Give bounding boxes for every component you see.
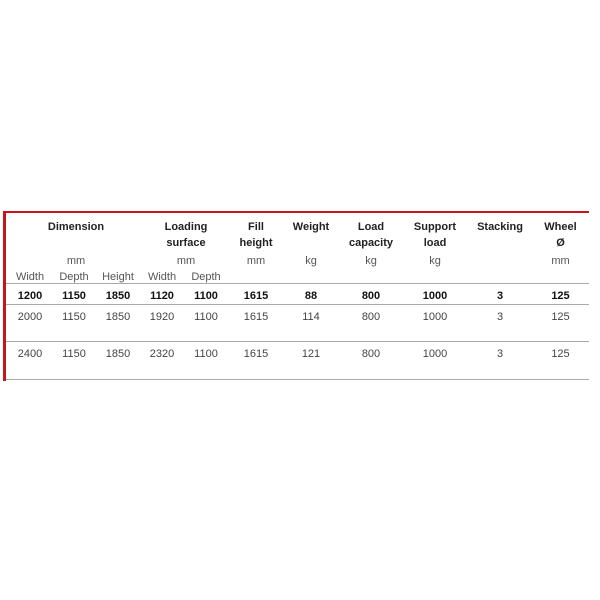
subheader-surface-depth: Depth [191, 271, 221, 283]
unit-dimension: mm [66, 255, 86, 267]
header-fill-height-line1: Fill [248, 221, 264, 233]
table-cell: 1120 [150, 290, 174, 302]
table-cell: 125 [551, 290, 570, 302]
table-cell: 1920 [149, 311, 175, 323]
subheader-surface-width: Width [147, 271, 177, 283]
table-cell: 1100 [194, 348, 218, 360]
table-cell: 88 [304, 290, 318, 302]
table-cell: 2320 [149, 348, 175, 360]
table-cell: 125 [551, 348, 570, 360]
table-cell: 1000 [422, 348, 448, 360]
table-cell: 2400 [17, 348, 43, 360]
divider [6, 304, 589, 305]
header-wheel-line1: Wheel [544, 221, 577, 233]
table-cell: 1000 [422, 311, 448, 323]
divider [6, 341, 589, 342]
header-load-capacity-line2: capacity [348, 237, 394, 249]
subheader-depth: Depth [59, 271, 89, 283]
table-cell: 1100 [194, 290, 218, 302]
table-cell: 1200 [17, 290, 43, 302]
table-cell: 1850 [105, 311, 131, 323]
header-weight: Weight [292, 221, 330, 233]
header-stacking: Stacking [477, 221, 523, 233]
table-cell: 1615 [243, 290, 269, 302]
subheader-width: Width [15, 271, 45, 283]
table-cell: 1100 [194, 311, 218, 323]
header-loading-surface-line1: Loading [164, 221, 208, 233]
unit-fill-height: mm [246, 255, 266, 267]
unit-load-capacity: kg [365, 255, 377, 267]
header-loading-surface-line2: surface [166, 237, 206, 249]
header-support-load-line2: load [423, 237, 447, 249]
table-cell: 1150 [62, 290, 86, 302]
table-cell: 1150 [62, 311, 86, 323]
unit-wheel: mm [551, 255, 570, 267]
table-cell: 3 [496, 348, 504, 360]
table-cell: 2000 [17, 311, 43, 323]
table-cell: 1850 [105, 290, 131, 302]
table-cell: 1615 [243, 348, 269, 360]
unit-weight: kg [305, 255, 317, 267]
table-cell: 125 [551, 311, 570, 323]
header-support-load-line1: Support [413, 221, 457, 233]
table-cell: 1615 [243, 311, 269, 323]
table-cell: 800 [361, 290, 381, 302]
divider [6, 379, 589, 380]
table-cell: 800 [361, 348, 381, 360]
header-wheel-line2: Ø [556, 237, 565, 249]
spec-table [3, 211, 589, 381]
table-cell: 800 [361, 311, 381, 323]
table-cell: 3 [496, 311, 504, 323]
unit-loading-surface: mm [176, 255, 196, 267]
table-cell: 121 [301, 348, 321, 360]
table-cell: 3 [496, 290, 504, 302]
unit-support-load: kg [429, 255, 441, 267]
divider [6, 283, 589, 284]
table-cell: 1850 [105, 348, 131, 360]
header-fill-height-line2: height [239, 237, 273, 249]
header-load-capacity-line1: Load [357, 221, 385, 233]
subheader-height: Height [102, 271, 134, 283]
table-cell: 1150 [62, 348, 86, 360]
table-cell: 1000 [422, 290, 448, 302]
table-cell: 114 [302, 311, 320, 323]
header-dimension: Dimension [47, 221, 105, 233]
